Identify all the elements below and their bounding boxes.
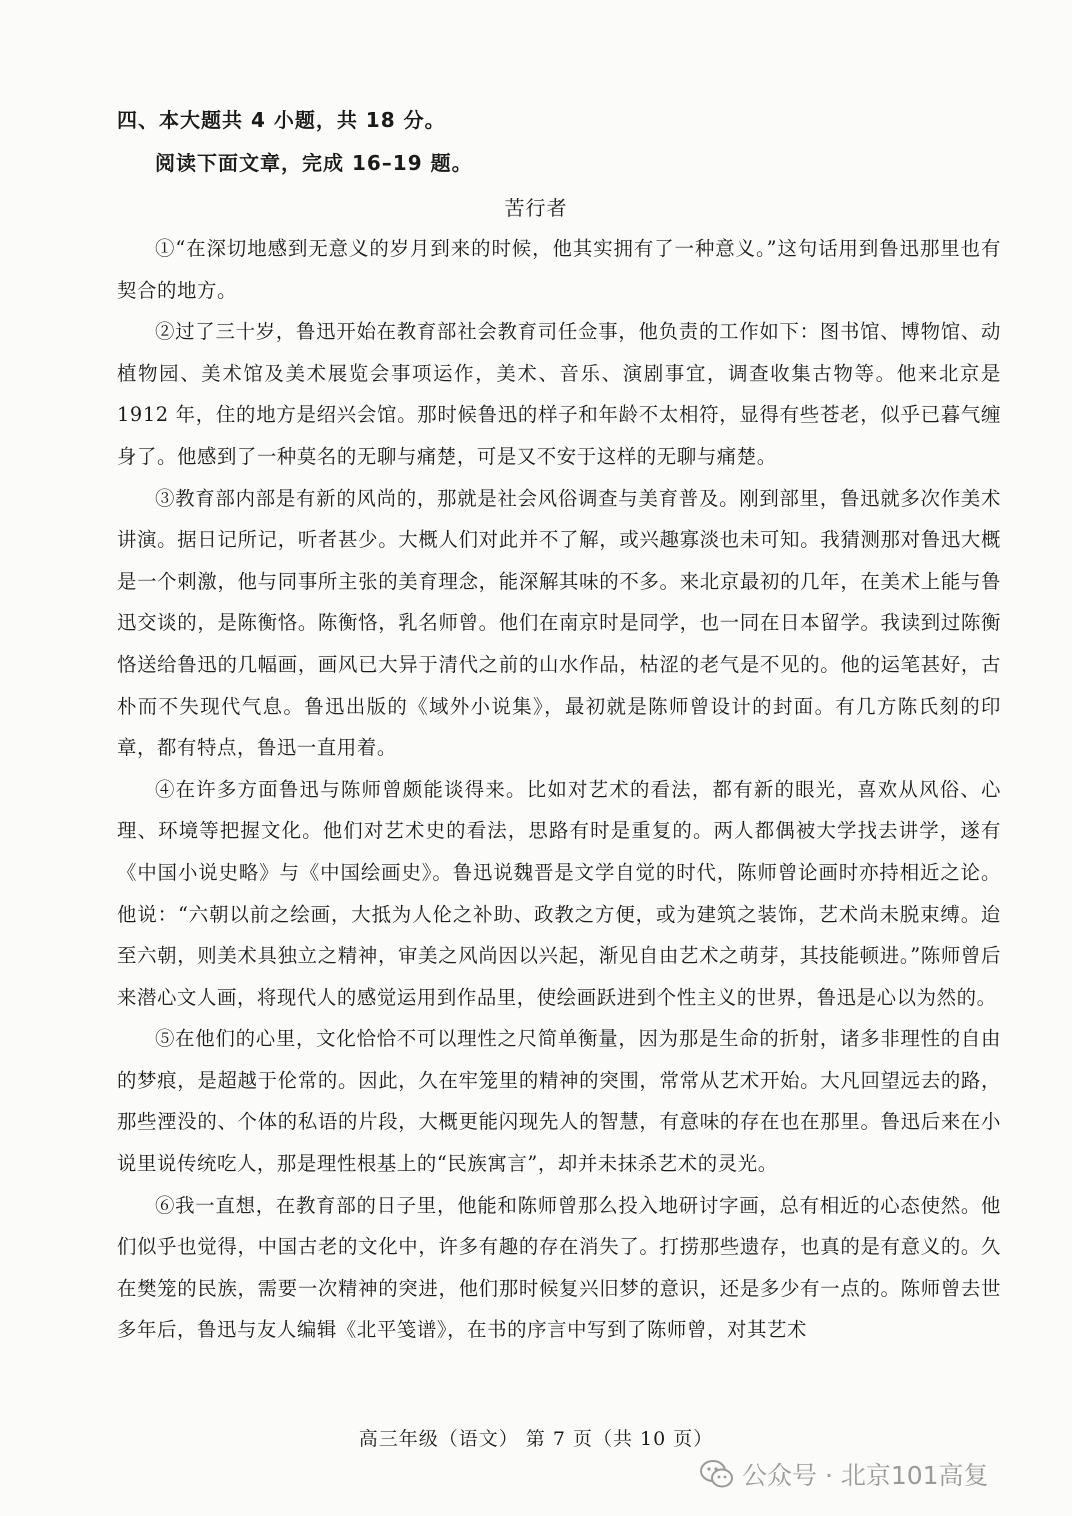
reading-instruction: 阅读下面文章，完成 16–19 题。: [155, 151, 473, 175]
paragraph-3: ③教育部内部是有新的风尚的，那就是社会风俗调查与美育普及。刚到部里，鲁迅就多次作美术讲演。据日记所记，听者甚少。大概人们对此并不了解，或兴趣寡淡也未可知。我猜测那对鲁迅大概是一个刺激，他与同事所主张的美育理念，能深解其味的不多。来北京最初的几年，在美术上能与鲁迅交谈的，是陈衡恪。陈衡恪，乳名师曾。他们在南京时是同学，也一同在日本留学。我读到过陈衡恪送给鲁迅的几幅画，画风已大异于清代之前的山水作品，枯涩的老气是不见的。他的运笔甚好，古朴而不失现代气息。鲁迅出版的《域外小说集》，最初就是陈师曾设计的封面。有几方陈氏刻的印章，都有特点，鲁迅一直用着。: [117, 486, 1001, 760]
watermark: [700, 1454, 989, 1494]
article-title: 苦行者: [504, 196, 568, 220]
article-body: [117, 228, 1001, 1351]
paragraph-4: ④在许多方面鲁迅与陈师曾颇能谈得来。比如对艺术的看法，都有新的眼光，喜欢从风俗、心理、环境等把握文化。他们对艺术史的看法，思路有时是重复的。两人都偶被大学找去讲学，遂有《中国小说史略》与《中国绘画史》。鲁迅说魏晋是文学自觉的时代，陈师曾论画时亦持相近之论。他说：“六朝以前之绘画，大抵为人伦之补助、政教之方便，或为建筑之装饰，艺术尚未脱束缚。迨至六朝，则美术具独立之精神，审美之风尚因以兴起，渐见自由艺术之萌芽，其技能顿进。”陈师曾后来潜心文人画，将现代人的感觉运用到作品里，使绘画跃进到个性主义的世界，鲁迅是心以为然的。: [117, 777, 1001, 1009]
paragraph-2: ②过了三十岁，鲁迅开始在教育部社会教育司任佥事，他负责的工作如下：图书馆、博物馆、动植物园、美术馆及美术展览会事项运作，美术、音乐、演剧事宜，调查收集古物等。他来北京是 1912 年，住的地方是绍兴会馆。那时候鲁迅的样子和年龄不太相符，显得有些苍老，似乎已暮气缠身了。他感到了一种莫名的无聊与痛楚，可是又不安于这样的无聊与痛楚。: [117, 320, 1001, 468]
paragraph-6: ⑥我一直想，在教育部的日子里，他能和陈师曾那么投入地研讨字画，总有相近的心态使然。他们似乎也觉得，中国古老的文化中，许多有趣的存在消失了。打捞那些遗存，也真的是有意义的。久在樊笼的民族，需要一次精神的突进，他们那时候复兴旧梦的意识，还是多少有一点的。陈师曾去世多年后，鲁迅与友人编辑《北平笺谱》，在书的序言中写到了陈师曾，对其艺术: [117, 1193, 1001, 1342]
section-heading: 四、本大题共 4 小题，共 18 分。: [117, 108, 446, 132]
watermark-text: 公众号 · 北京101高复: [742, 1461, 989, 1490]
page-footer: 高三年级（语文） 第 7 页（共 10 页）: [358, 1428, 714, 1450]
wechat-icon: [700, 1459, 734, 1489]
paragraph-5: ⑤在他们的心里，文化恰恰不可以理性之尺简单衡量，因为那是生命的折射，诸多非理性的自由的梦痕，是超越于伦常的。因此，久在牢笼里的精神的突围，常常从艺术开始。大凡回望远去的路，那些湮没的、个体的私语的片段，大概更能闪现先人的智慧，有意味的存在也在那里。鲁迅后来在小说里说传统吃人，那是理性根基上的“民族寓言”，却并未抹杀艺术的灵光。: [117, 1027, 1001, 1176]
paragraph-1: ①“在深切地感到无意义的岁月到来的时候，他其实拥有了一种意义。”这句话用到鲁迅那里也有契合的地方。: [117, 237, 1001, 302]
